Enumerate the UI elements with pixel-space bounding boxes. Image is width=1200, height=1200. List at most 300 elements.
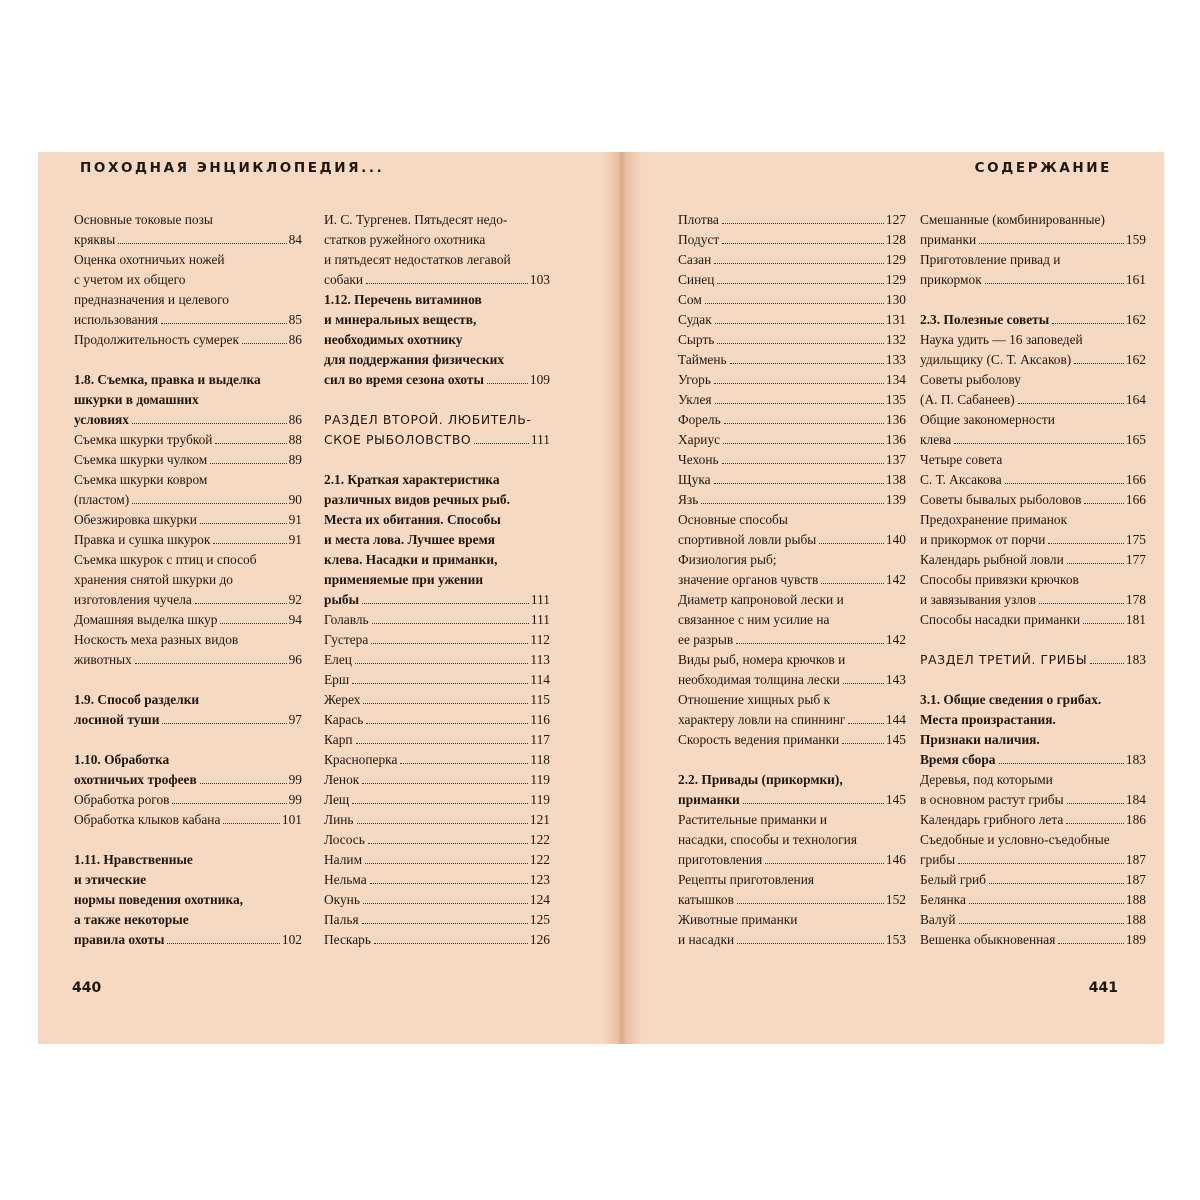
toc-page-number: 90 [288, 492, 302, 507]
toc-entry-line [678, 490, 906, 510]
toc-entry-line [324, 250, 550, 270]
running-head-right: СОДЕРЖАНИЕ [974, 160, 1112, 176]
toc-entry-line [324, 550, 550, 570]
toc-entry-title: РАЗДЕЛ ВТОРОЙ. ЛЮБИТЕЛЬ- [324, 412, 532, 427]
toc-entry-title: а также некоторые [74, 912, 189, 927]
dot-leader [363, 703, 528, 704]
toc-entry-title: Елец [324, 652, 352, 667]
toc-section-heading [74, 850, 302, 950]
toc-entry-line [74, 490, 302, 510]
toc-column-1 [74, 210, 302, 950]
toc-entry-line [678, 390, 906, 410]
toc-entry-line [920, 610, 1146, 630]
toc-entry [920, 330, 1146, 370]
toc-page-number: 91 [288, 532, 302, 547]
toc-entry-title: Сом [678, 292, 702, 307]
toc-entry-line [920, 750, 1146, 770]
toc-entry-title: предназначения и целевого [74, 292, 229, 307]
toc-entry [678, 430, 906, 450]
toc-entry-line [920, 350, 1146, 370]
toc-page-number: 139 [885, 492, 906, 507]
toc-entry-title: Отношение хищных рыб к [678, 692, 830, 707]
toc-part-heading [920, 650, 1146, 670]
toc-entry [74, 510, 302, 530]
toc-entry-title: 2.2. Привады (прикормки), [678, 772, 843, 787]
toc-section-heading [74, 370, 302, 430]
toc-column-2 [324, 210, 550, 950]
dot-leader [736, 643, 884, 644]
toc-entry-line [920, 690, 1146, 710]
dot-leader [132, 503, 286, 504]
dot-leader [730, 363, 884, 364]
toc-entry-line [324, 270, 550, 290]
dot-leader [1018, 403, 1124, 404]
toc-entry-title: грибы [920, 852, 956, 867]
toc-entry-title: Деревья, под которыми [920, 772, 1053, 787]
toc-entry-title: Щука [678, 472, 711, 487]
toc-entry-line [74, 430, 302, 450]
dot-leader [132, 423, 287, 424]
toc-page-number: 138 [885, 472, 906, 487]
toc-entry [324, 770, 550, 790]
dot-leader [215, 443, 286, 444]
toc-entry-line [920, 890, 1146, 910]
toc-entry-line [74, 230, 302, 250]
dot-leader [848, 723, 884, 724]
dot-leader [722, 223, 884, 224]
dot-leader [1052, 323, 1124, 324]
toc-entry-line [324, 510, 550, 530]
toc-entry-title: 2.3. Полезные советы [920, 312, 1050, 327]
toc-page-number: 92 [288, 592, 302, 607]
toc-page-number: 125 [529, 912, 550, 927]
toc-entry-title: клева [920, 432, 952, 447]
toc-entry-line [74, 370, 302, 390]
toc-entry-title: Вешенка обыкновенная [920, 932, 1056, 947]
dot-leader [842, 743, 884, 744]
toc-entry [678, 410, 906, 430]
toc-entry-line [920, 770, 1146, 790]
toc-page-number: 132 [885, 332, 906, 347]
dot-leader [714, 383, 884, 384]
toc-entry-line [324, 670, 550, 690]
toc-entry-title: и места лова. Лучшее время [324, 532, 495, 547]
toc-entry-line [74, 770, 302, 790]
toc-page-number: 97 [288, 712, 302, 727]
dot-leader [363, 903, 528, 904]
toc-entry-line [324, 310, 550, 330]
toc-entry-title: Обработка рогов [74, 792, 170, 807]
toc-entry [678, 310, 906, 330]
toc-page-number: 152 [885, 892, 906, 907]
dot-leader [715, 403, 884, 404]
toc-entry [920, 570, 1146, 610]
toc-entry [678, 650, 906, 690]
page-number-left: 440 [72, 980, 102, 996]
dot-leader [765, 863, 884, 864]
dot-leader [723, 443, 884, 444]
toc-page-number: 84 [288, 232, 302, 247]
toc-entry-line [678, 290, 906, 310]
dot-leader [1074, 363, 1124, 364]
toc-entry-title: Способы насадки приманки [920, 612, 1081, 627]
toc-entry-title: рыбы [324, 592, 360, 607]
toc-entry-line [920, 810, 1146, 830]
toc-page-number: 89 [288, 452, 302, 467]
toc-entry-title: правила охоты [74, 932, 165, 947]
toc-entry [324, 910, 550, 930]
toc-page-number: 135 [885, 392, 906, 407]
toc-entry-title: охотничьих трофеев [74, 772, 197, 787]
toc-entry-title: Советы рыболову [920, 372, 1021, 387]
dot-leader [362, 923, 528, 924]
toc-entry-line [678, 270, 906, 290]
toc-entry-title: насадки, способы и технология [678, 832, 857, 847]
toc-entry-title: Продолжительность сумерек [74, 332, 239, 347]
toc-entry-title: с учетом их общего [74, 272, 186, 287]
dot-leader [368, 843, 528, 844]
toc-page-number: 119 [530, 792, 550, 807]
toc-entry-line [74, 310, 302, 330]
toc-entry-title: применяемые при ужении [324, 572, 484, 587]
dot-leader [1067, 563, 1124, 564]
toc-entry-line [920, 270, 1146, 290]
toc-entry-line [920, 870, 1146, 890]
toc-entry-line [324, 770, 550, 790]
toc-entry [324, 750, 550, 770]
dot-leader [200, 523, 287, 524]
toc-entry [920, 550, 1146, 570]
toc-entry-title: Налим [324, 852, 363, 867]
toc-page-number: 143 [885, 672, 906, 687]
toc-entry [678, 810, 906, 870]
toc-entry-line [324, 330, 550, 350]
toc-entry-title: собаки [324, 272, 364, 287]
toc-entry-title: Основные токовые позы [74, 212, 213, 227]
toc-entry-title: Четыре совета [920, 452, 1003, 467]
toc-entry-title: Карп [324, 732, 353, 747]
toc-entry-title: приготовления [678, 852, 763, 867]
toc-entry-title: Линь [324, 812, 354, 827]
toc-page-number: 187 [1125, 872, 1146, 887]
toc-entry [74, 810, 302, 830]
toc-entry [74, 550, 302, 610]
toc-entry-title: С. Т. Аксакова [920, 472, 1002, 487]
toc-entry-line [324, 430, 550, 450]
toc-entry [324, 790, 550, 810]
book-gutter [602, 152, 642, 1044]
toc-entry-line [920, 250, 1146, 270]
toc-entry-line [74, 690, 302, 710]
toc-entry-title: Лещ [324, 792, 350, 807]
toc-page-number: 188 [1125, 892, 1146, 907]
toc-entry-line [324, 230, 550, 250]
toc-page-number: 187 [1125, 852, 1146, 867]
dot-leader [1090, 663, 1124, 664]
toc-entry-title: спортивной ловли рыбы [678, 532, 817, 547]
toc-entry [678, 490, 906, 510]
toc-entry [920, 890, 1146, 910]
toc-entry-line [678, 890, 906, 910]
toc-page-number: 119 [530, 772, 550, 787]
toc-page-number: 124 [529, 892, 550, 907]
toc-entry-title: Виды рыб, номера крючков и [678, 652, 846, 667]
dot-leader [366, 723, 528, 724]
toc-entry-line [678, 470, 906, 490]
toc-entry [678, 350, 906, 370]
toc-entry-line [324, 370, 550, 390]
dot-leader [989, 883, 1124, 884]
toc-entry-line [324, 350, 550, 370]
toc-entry-title: Общие закономерности [920, 412, 1055, 427]
toc-entry-title: Голавль [324, 612, 369, 627]
toc-entry-line [324, 650, 550, 670]
toc-entry-line [678, 690, 906, 710]
toc-entry-title: 1.9. Способ разделки [74, 692, 200, 707]
dot-leader [985, 283, 1124, 284]
dot-leader [474, 443, 529, 444]
toc-page-number: 130 [885, 292, 906, 307]
toc-entry-title: Время сбора [920, 752, 996, 767]
toc-page-number: 162 [1125, 312, 1146, 327]
dot-leader [195, 603, 287, 604]
toc-entry [74, 470, 302, 510]
toc-entry-line [678, 730, 906, 750]
toc-entry [920, 610, 1146, 630]
toc-page-number: 140 [885, 532, 906, 547]
toc-entry-line [920, 530, 1146, 550]
toc-entry-title: катышков [678, 892, 734, 907]
toc-entry [74, 630, 302, 670]
toc-entry-title: Съемка шкурок с птиц и способ [74, 552, 257, 567]
toc-entry-line [74, 870, 302, 890]
toc-entry-title: ее разрыв [678, 632, 734, 647]
toc-entry [324, 830, 550, 850]
toc-page-number: 109 [529, 372, 550, 387]
toc-page-number: 161 [1125, 272, 1146, 287]
toc-entry [74, 790, 302, 810]
toc-entry [74, 250, 302, 330]
toc-entry [678, 510, 906, 550]
toc-entry-title: Уклея [678, 392, 712, 407]
toc-entry-line [920, 510, 1146, 530]
toc-entry-line [678, 650, 906, 670]
toc-entry-title: Признаки наличия. [920, 732, 1040, 747]
toc-entry [920, 370, 1146, 410]
toc-page-number: 134 [885, 372, 906, 387]
toc-entry-title: Оценка охотничьих ножей [74, 252, 225, 267]
toc-entry-title: Советы бывалых рыболовов [920, 492, 1082, 507]
toc-entry-title: Палья [324, 912, 359, 927]
toc-entry-line [678, 230, 906, 250]
toc-column-4 [920, 210, 1146, 950]
dot-leader [400, 763, 528, 764]
toc-entry-line [74, 590, 302, 610]
toc-entry [324, 890, 550, 910]
toc-entry-line [324, 730, 550, 750]
toc-entry-line [920, 470, 1146, 490]
toc-entry [920, 410, 1146, 450]
toc-entry-title: клева. Насадки и приманки, [324, 552, 498, 567]
dot-leader [357, 823, 528, 824]
toc-entry-title: РАЗДЕЛ ТРЕТИЙ. ГРИБЫ [920, 652, 1088, 667]
dot-leader [223, 823, 280, 824]
toc-page-number: 111 [530, 592, 550, 607]
dot-leader [724, 423, 884, 424]
toc-entry-title: и пятьдесят недостатков легавой [324, 252, 511, 267]
toc-entry-title: Жерех [324, 692, 361, 707]
toc-entry-line [678, 790, 906, 810]
toc-entry [920, 930, 1146, 950]
toc-entry [920, 510, 1146, 550]
dot-leader [1048, 543, 1123, 544]
toc-entry-title: Чехонь [678, 452, 719, 467]
toc-entry-title: Валуй [920, 912, 956, 927]
toc-entry-line [678, 850, 906, 870]
toc-entry-line [324, 870, 550, 890]
toc-entry-line [920, 210, 1146, 230]
dot-leader [1058, 943, 1124, 944]
toc-entry-line [324, 690, 550, 710]
toc-entry-line [324, 830, 550, 850]
toc-entry-title: хранения снятой шкурки до [74, 572, 233, 587]
right-page [642, 152, 1164, 1044]
toc-entry-line [74, 810, 302, 830]
toc-entry-line [678, 550, 906, 570]
toc-entry-title: статков ружейного охотника [324, 232, 486, 247]
toc-entry-title: И. С. Тургенев. Пятьдесят недо- [324, 212, 508, 227]
toc-entry-line [74, 930, 302, 950]
dot-leader [1067, 803, 1124, 804]
dot-leader [999, 763, 1124, 764]
dot-leader [715, 323, 884, 324]
toc-page-number: 153 [885, 932, 906, 947]
dot-leader [356, 743, 529, 744]
toc-page-number: 112 [530, 632, 550, 647]
toc-entry-line [678, 930, 906, 950]
toc-entry-title: Обезжировка шкурки [74, 512, 197, 527]
dot-leader [220, 623, 286, 624]
dot-leader [162, 723, 286, 724]
toc-entry-line [324, 470, 550, 490]
toc-entry-title: Таймень [678, 352, 727, 367]
toc-entry [324, 210, 550, 290]
toc-entry-line [324, 210, 550, 230]
left-page [38, 152, 602, 1044]
toc-entry-line [324, 790, 550, 810]
toc-entry-title: (А. П. Сабанеев) [920, 392, 1015, 407]
toc-page-number: 128 [885, 232, 906, 247]
toc-entry-line [678, 770, 906, 790]
dot-leader [959, 923, 1124, 924]
toc-entry-title: Животные приманки [678, 912, 798, 927]
toc-entry-line [678, 830, 906, 850]
toc-entry [678, 250, 906, 270]
toc-entry-line [678, 710, 906, 730]
dot-leader [355, 663, 528, 664]
toc-entry-line [324, 710, 550, 730]
dot-leader [135, 663, 287, 664]
toc-entry [678, 870, 906, 910]
toc-entry-title: Наука удить — 16 заповедей [920, 332, 1083, 347]
toc-entry [920, 870, 1146, 890]
toc-entry-line [920, 830, 1146, 850]
toc-entry-title: Физиология рыб; [678, 552, 777, 567]
toc-entry-line [74, 570, 302, 590]
toc-page-number: 184 [1125, 792, 1146, 807]
toc-entry-line [920, 730, 1146, 750]
toc-entry [920, 810, 1146, 830]
toc-page-number: 129 [885, 252, 906, 267]
toc-section-heading [324, 470, 550, 610]
dot-leader [213, 543, 286, 544]
toc-section-heading [920, 690, 1146, 770]
toc-entry-line [678, 670, 906, 690]
toc-page-number: 133 [885, 352, 906, 367]
toc-entry [920, 250, 1146, 290]
dot-leader [242, 343, 287, 344]
toc-page-number: 166 [1125, 472, 1146, 487]
toc-section-heading [920, 310, 1146, 330]
toc-entry-title: Синец [678, 272, 715, 287]
toc-entry-line [678, 430, 906, 450]
dot-leader [370, 883, 528, 884]
toc-entry-line [74, 750, 302, 770]
toc-entry-title: Календарь рыбной ловли [920, 552, 1064, 567]
toc-entry-title: 2.1. Краткая характеристика [324, 472, 500, 487]
toc-entry-line [678, 210, 906, 230]
toc-part-heading [324, 410, 550, 450]
toc-entry-line [678, 250, 906, 270]
dot-leader [714, 483, 884, 484]
toc-entry-line [920, 430, 1146, 450]
toc-entry-line [74, 270, 302, 290]
toc-entry-title: различных видов речных рыб. [324, 492, 510, 507]
toc-entry-line [678, 910, 906, 930]
toc-page-number: 94 [288, 612, 302, 627]
toc-entry [920, 490, 1146, 510]
toc-page-number: 175 [1125, 532, 1146, 547]
toc-entry-title: Диаметр капроновой лески и [678, 592, 844, 607]
toc-entry-title: Пескарь [324, 932, 371, 947]
dot-leader [371, 643, 528, 644]
toc-entry-line [920, 310, 1146, 330]
toc-page-number: 122 [529, 832, 550, 847]
toc-entry-title: Календарь грибного лета [920, 812, 1064, 827]
toc-entry-title: Ленок [324, 772, 360, 787]
toc-entry-line [678, 570, 906, 590]
toc-entry-line [920, 650, 1146, 670]
toc-entry-line [74, 710, 302, 730]
toc-entry-title: характеру ловли на спиннинг [678, 712, 846, 727]
toc-page-number: 116 [530, 712, 550, 727]
toc-entry [678, 590, 906, 650]
toc-page-number: 136 [885, 412, 906, 427]
toc-page-number: 181 [1125, 612, 1146, 627]
toc-entry [324, 650, 550, 670]
toc-entry-title: значение органов чувств [678, 572, 819, 587]
toc-entry-title: и минеральных веществ, [324, 312, 477, 327]
dot-leader [366, 283, 528, 284]
toc-entry-title: Карась [324, 712, 364, 727]
toc-entry [678, 730, 906, 750]
toc-entry [678, 330, 906, 350]
toc-entry-title: Лосось [324, 832, 365, 847]
dot-leader [821, 583, 884, 584]
toc-entry [324, 850, 550, 870]
dot-leader [819, 543, 884, 544]
toc-entry-line [324, 590, 550, 610]
